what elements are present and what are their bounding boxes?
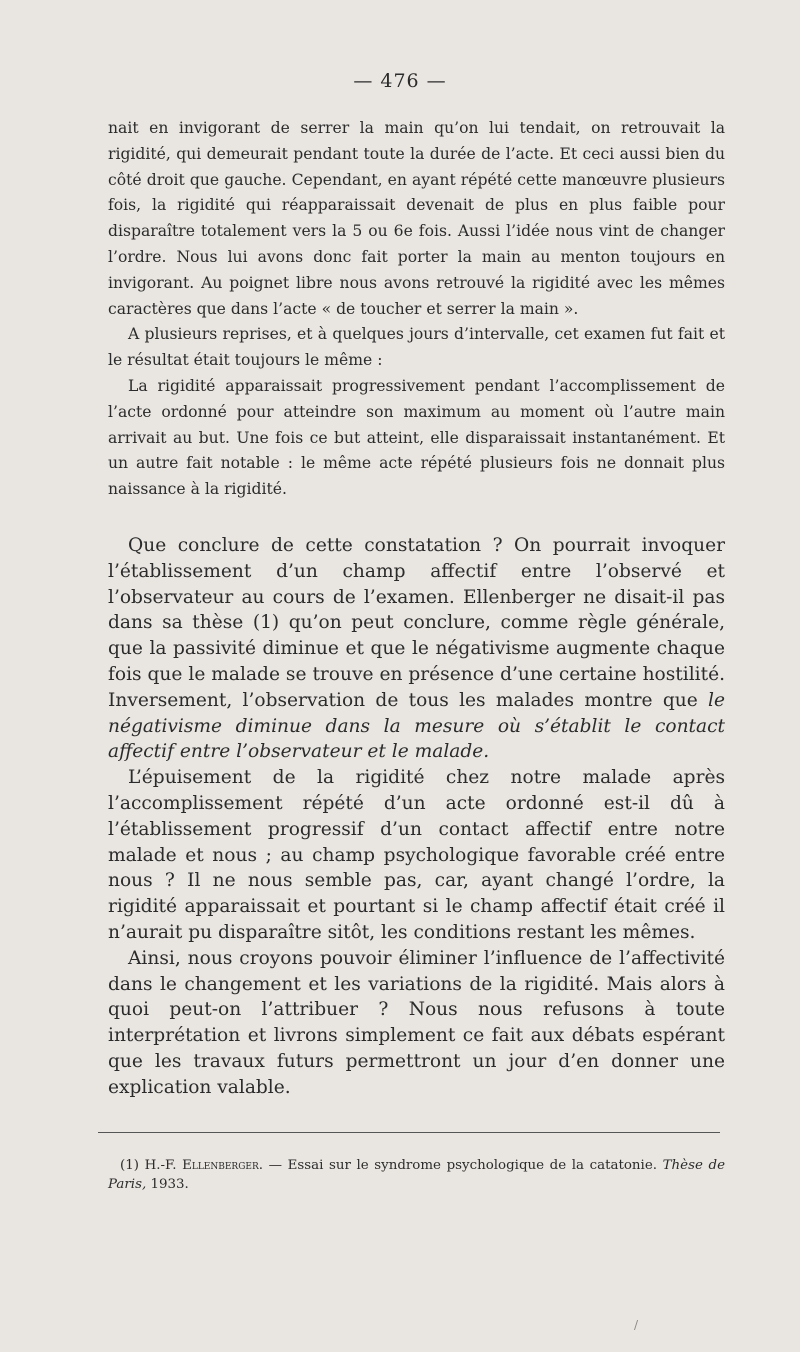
footnote-author: Ellenberger <box>182 1158 259 1173</box>
paragraph: Ainsi, nous croyons pouvoir éliminer l’influence de l’affectivité dans le changement et les variations de la rigidité. Mais alors à quoi peut-on l’attribuer ? Nous nous refusons à toute interprétation et livrons simplement ce fait aux débats espérant que les travaux futurs permettront un jour d’en donner une explication valable. <box>108 947 725 1098</box>
footnote <box>108 1156 725 1194</box>
footnote-thesis: Thèse de Paris, <box>108 1158 725 1192</box>
page-number: — 476 — <box>353 70 447 92</box>
footnote-text: . — Essai sur le syndrome psychologique de la catatonie. <box>258 1158 663 1173</box>
paragraph: nait en invigorant de serrer la main qu’on lui tendait, on retrouvait la rigidité, qui demeurait pendant toute la durée de l’acte. Et ceci aussi bien du côté droit que gauche. Cependant, en ayant répété cette manœuvre plusieurs fois, la rigidité qui réapparaissait devenait de plus en plus faible pour disparaître totalement vers la 5 ou 6e fois. Aussi l’idée nous vint de changer l’ordre. Nous lui avons donc fait porter la main au menton toujours en invigorant. Au poignet libre nous avons retrouvé la rigidité avec les mêmes caractères que dans l’acte « de toucher et serrer la main ». <box>108 119 725 318</box>
discussion-section <box>108 533 725 1101</box>
paragraph: La rigidité apparaissait progressivement pendant l’accomplissement de l’acte ordonné pour atteindre son maximum au moment où l’autre main arrivait au but. Une fois ce but atteint, elle disparaissait instantanément. Et un autre fait notable : le même acte répété plusieurs fois ne donnait plus naissance à la rigidité. <box>108 376 725 499</box>
paragraph <box>108 533 725 765</box>
paragraph: L’épuisement de la rigidité chez notre malade après l’accomplissement répété d’un acte ordonné est-il dû à l’établissement progressif d’un contact affectif entre notre malade et nous ; au champ psychologique favorable créé entre nous ? Il ne nous semble pas, car, ayant changé l’ordre, la rigidité apparaissait et pourtant si le champ affectif était créé il n’aurait pu disparaître sitôt, les conditions restant les mêmes. <box>108 767 725 943</box>
italic-conclusion: le négativisme diminue dans la mesure où s’établit le contact affectif entre l’observateur et le malade. <box>108 689 725 763</box>
footnote-year: 1933. <box>146 1177 189 1192</box>
paragraph-text: Que conclure de cette constatation ? On pourrait invoquer l’établissement d’un champ affectif entre l’observé et l’observateur au cours de l’examen. Ellenberger ne disait-il pas dans sa thèse (1) qu’on peut conclure, comme règle générale, que la passivité diminue et que le négativisme augmente chaque fois que le malade se trouve en présence d’une certaine hostilité. Inversement, l’observation de tous les malades montre que <box>108 535 725 711</box>
footnote-ref: (1) H.-F. <box>120 1158 183 1173</box>
margin-mark: / <box>634 1318 639 1332</box>
footnote-divider <box>98 1132 720 1133</box>
paragraph: A plusieurs reprises, et à quelques jours d’intervalle, cet examen fut fait et le résultat était toujours le même : <box>108 325 725 370</box>
observation-section <box>108 116 725 503</box>
